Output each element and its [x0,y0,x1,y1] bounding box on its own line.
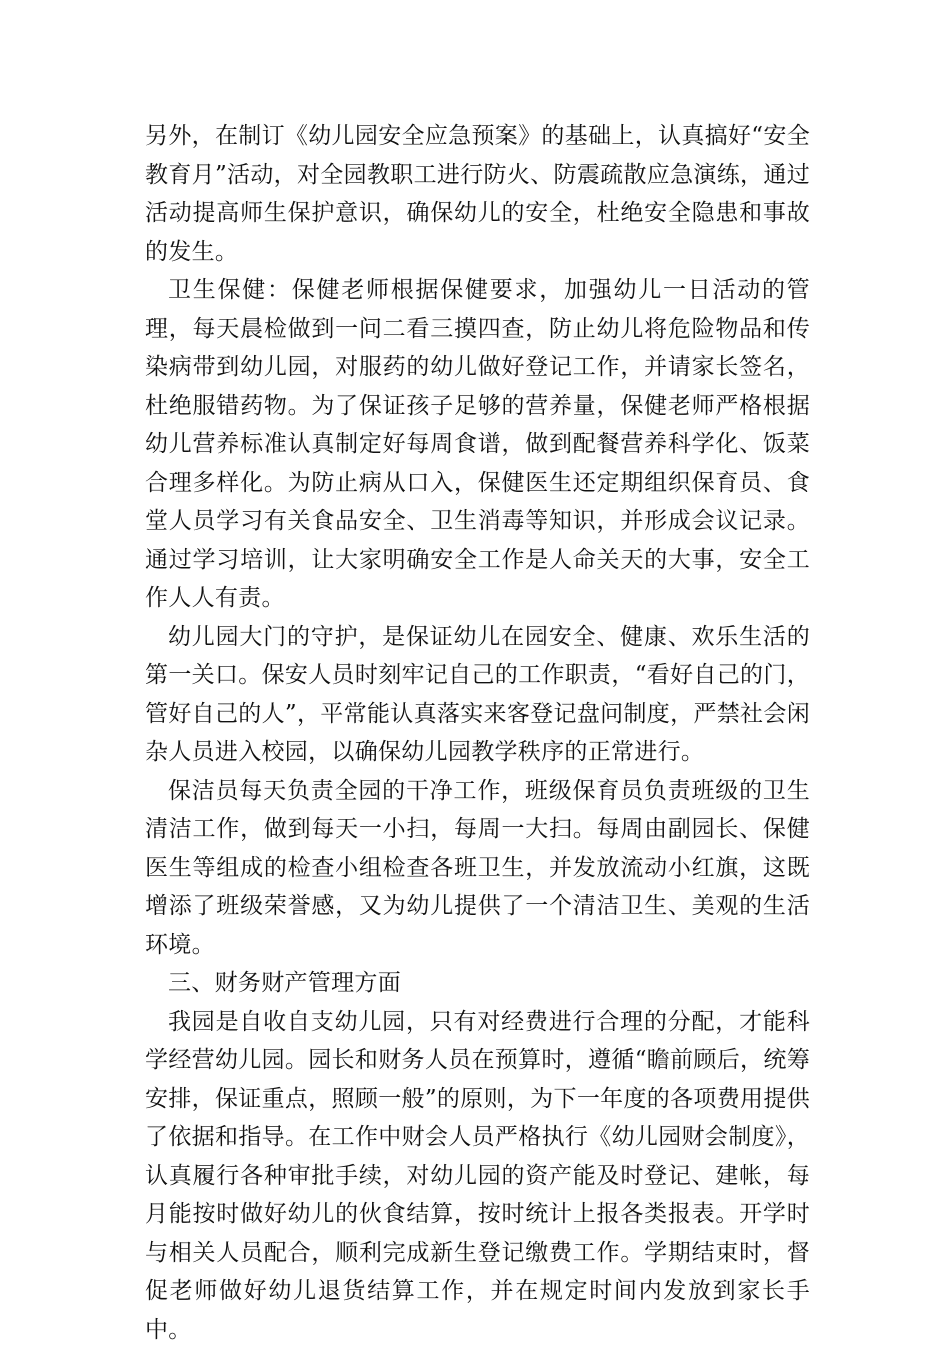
section-heading-finance: 三、财务财产管理方面 [145,964,810,1003]
paragraph-health-care: 卫生保健：保健老师根据保健要求，加强幼儿一日活动的管理，每天晨检做到一问二看三摸四查，防止幼儿将危险物品和传染病带到幼儿园，对服药的幼儿做好登记工作，并请家长签名，杜绝服错药物。为了保证孩子足够的营养量，保健老师严格根据幼儿营养标准认真制定好每周食谱，做到配餐营养科学化、饭菜合理多样化。为防止病从口入，保健医生还定期组织保育员、食堂人员学习有关食品安全、卫生消毒等知识，并形成会议记录。通过学习培训，让大家明确安全工作是人命关天的大事，安全工作人人有责。 [145,271,810,618]
paragraph-finance: 我园是自收自支幼儿园，只有对经费进行合理的分配，才能科学经营幼儿园。园长和财务人员在预算时，遵循“瞻前顾后，统筹安排，保证重点，照顾一般”的原则，为下一年度的各项费用提供了依据和指导。在工作中财会人员严格执行《幼儿园财会制度》，认真履行各种审批手续，对幼儿园的资产能及时登记、建帐，每月能按时做好幼儿的伙食结算，按时统计上报各类报表。开学时与相关人员配合，顺利完成新生登记缴费工作。学期结束时，督促老师做好幼儿退货结算工作，并在规定时间内发放到家长手中。 [145,1003,810,1349]
paragraph-safety-drill: 另外，在制订《幼儿园安全应急预案》的基础上，认真搞好“安全教育月”活动，对全园教职工进行防火、防震疏散应急演练，通过活动提高师生保护意识，确保幼儿的安全，杜绝安全隐患和事故的发生。 [145,117,810,271]
paragraph-gate-security: 幼儿园大门的守护，是保证幼儿在园安全、健康、欢乐生活的第一关口。保安人员时刻牢记自己的工作职责，“看好自己的门，管好自己的人”，平常能认真落实来客登记盘问制度，严禁社会闲杂人员进入校园，以确保幼儿园教学秩序的正常进行。 [145,618,810,772]
document-body [145,117,810,1349]
paragraph-cleaning: 保洁员每天负责全园的干净工作，班级保育员负责班级的卫生清洁工作，做到每天一小扫，每周一大扫。每周由副园长、保健医生等组成的检查小组检查各班卫生，并发放流动小红旗，这既增添了班级荣誉感，又为幼儿提供了一个清洁卫生、美观的生活环境。 [145,772,810,965]
